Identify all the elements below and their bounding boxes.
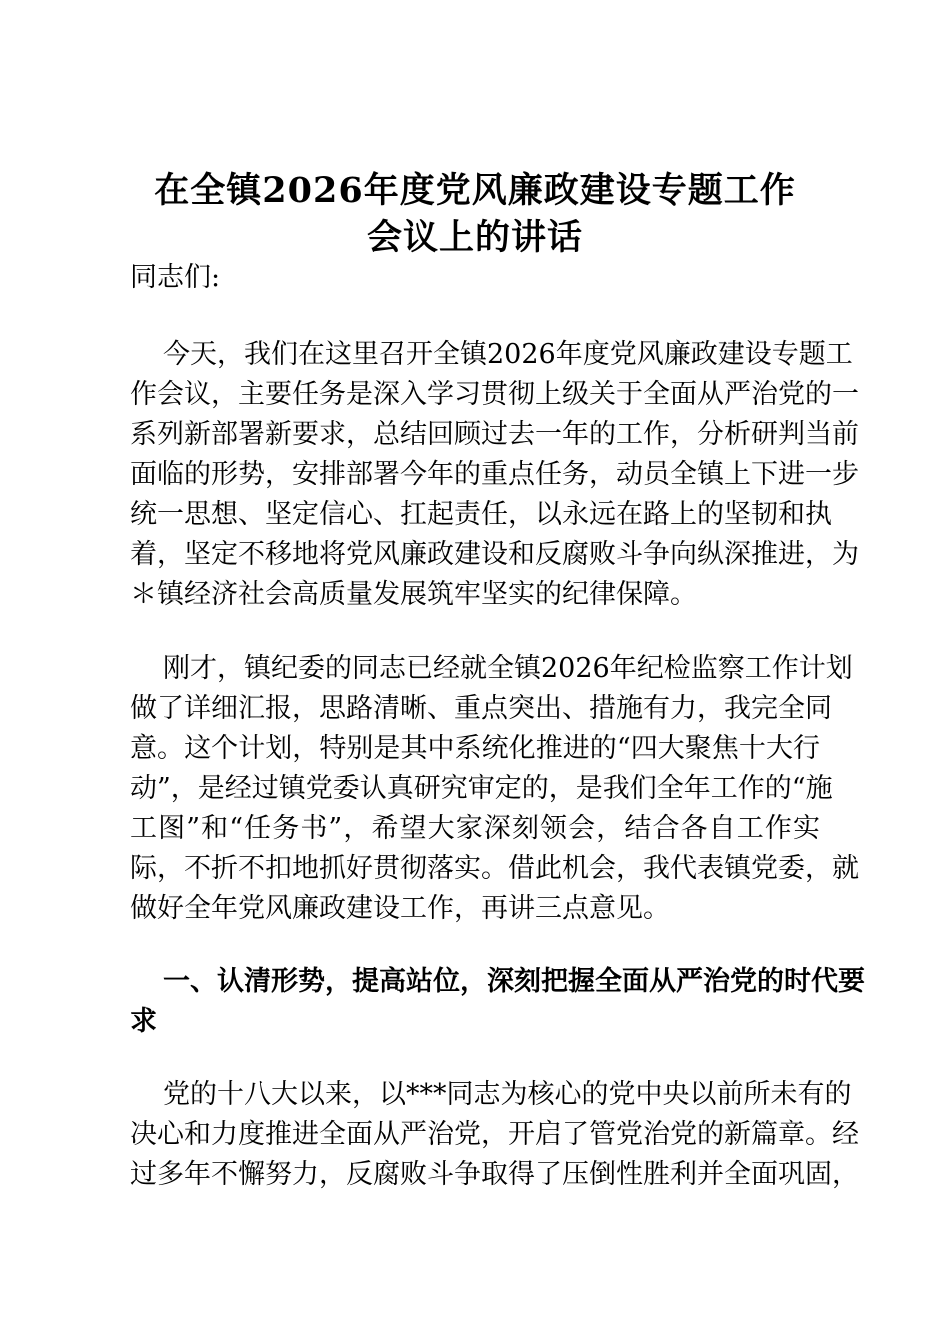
paragraph-line: 做了详细汇报，思路清晰、重点突出、措施有力，我完全同 (130, 693, 832, 724)
paragraph-line: 决心和力度推进全面从严治党，开启了管党治党的新篇章。经 (130, 1119, 859, 1150)
paragraph-line: 工图”和“任务书”，希望大家深刻领会，结合各自工作实 (130, 813, 820, 844)
paragraph-line: 系列新部署新要求，总结回顾过去一年的工作，分析研判当前 (130, 419, 859, 450)
paragraph-line: ＊镇经济社会高质量发展筑牢坚实的纪律保障。 (130, 579, 697, 610)
paragraph-line: 际，不折不扣地抓好贯彻落实。借此机会，我代表镇党委，就 (130, 853, 859, 884)
paragraph-line: 党的十八大以来，以***同志为核心的党中央以前所未有的 (163, 1079, 852, 1110)
paragraph-line: 作会议，主要任务是深入学习贯彻上级关于全面从严治党的一 (130, 379, 859, 410)
paragraph-line: 做好全年党风廉政建设工作，再讲三点意见。 (130, 893, 670, 924)
paragraph-line: 刚才，镇纪委的同志已经就全镇2026年纪检监察工作计划 (163, 653, 853, 684)
paragraph-line: 着，坚定不移地将党风廉政建设和反腐败斗争向纵深推进，为 (130, 539, 859, 570)
document-title-line-1: 在全镇2026年度党风廉政建设专题工作 (154, 170, 796, 211)
document-title-line-2: 会议上的讲话 (366, 217, 583, 258)
section-heading-1: 一、认清形势，提高站位，深刻把握全面从严治党的时代要 (163, 966, 865, 997)
paragraph-line: 过多年不懈努力，反腐败斗争取得了压倒性胜利并全面巩固， (130, 1159, 859, 1190)
paragraph-line: 统一思想、坚定信心、扛起责任，以永远在路上的坚韧和执 (130, 499, 832, 530)
salutation: 同志们: (130, 262, 221, 293)
section-heading-1-continued: 求 (130, 1006, 157, 1037)
paragraph-line: 动”，是经过镇党委认真研究审定的，是我们全年工作的“施 (130, 773, 833, 804)
paragraph-line: 今天，我们在这里召开全镇2026年度党风廉政建设专题工 (163, 339, 853, 370)
paragraph-line: 面临的形势，安排部署今年的重点任务，动员全镇上下进一步 (130, 459, 859, 490)
paragraph-line: 意。这个计划，特别是其中系统化推进的“四大聚焦十大行 (130, 733, 820, 764)
